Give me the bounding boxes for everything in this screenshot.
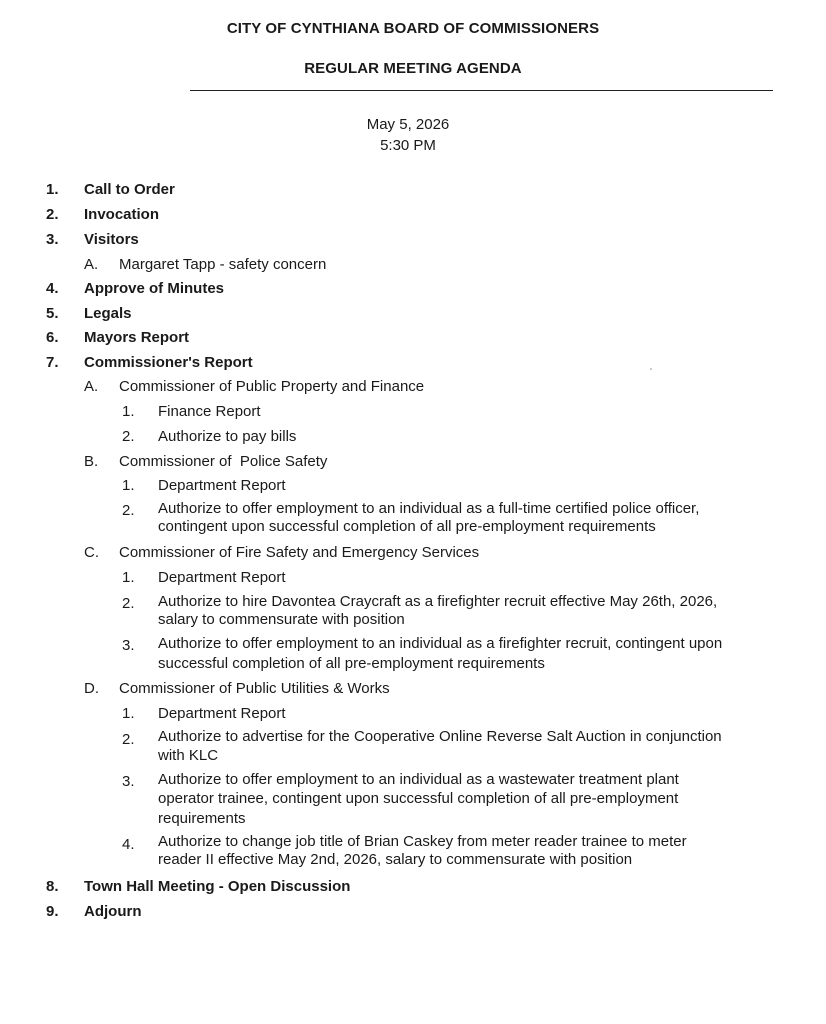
sub-sub-item: Authorize to hire Davontea Craycraft as a firefighter recruit effective May 26th, 2026, — [158, 593, 718, 610]
item-number: 5. — [46, 305, 59, 322]
sub-item-letter: B. — [84, 453, 99, 470]
sub-sub-number: 1. — [122, 569, 135, 586]
sub-sub-item-continued: successful completion of all pre-employment requirements — [158, 655, 545, 672]
sub-item-letter: A. — [84, 378, 99, 395]
sub-item-letter: A. — [84, 256, 99, 273]
sub-sub-item: Authorize to offer employment to an individual as a firefighter recruit, contingent upon — [158, 635, 723, 652]
agenda-item-adjourn: Adjourn — [84, 903, 142, 920]
sub-sub-item-continued: contingent upon successful completion of all pre-employment requirements — [158, 518, 656, 535]
agenda-item-minutes: Approve of Minutes — [84, 280, 225, 297]
sub-sub-item: Department Report — [158, 705, 286, 722]
sub-sub-number: 4. — [122, 836, 135, 853]
agenda-item-mayors-report: Mayors Report — [84, 329, 190, 346]
sub-sub-item-continued: reader II effective May 2nd, 2026, salary to commensurate with position — [158, 851, 633, 868]
item-number: 1. — [46, 181, 59, 198]
item-number: 9. — [46, 903, 59, 920]
meeting-date: May 5, 2026 — [366, 116, 450, 133]
sub-sub-number: 2. — [122, 731, 135, 748]
meeting-time: 5:30 PM — [380, 137, 436, 154]
agenda-item-visitors: Visitors — [84, 231, 139, 248]
sub-sub-number: 2. — [122, 502, 135, 519]
document-subtitle: REGULAR MEETING AGENDA — [304, 60, 522, 77]
sub-sub-item-continued: requirements — [158, 810, 246, 827]
agenda-item-town-hall: Town Hall Meeting - Open Discussion — [84, 878, 351, 895]
sub-sub-number: 2. — [122, 595, 135, 612]
agenda-item-legals: Legals — [84, 305, 132, 322]
document-title: CITY OF CYNTHIANA BOARD OF COMMISSIONERS — [226, 20, 600, 37]
sub-sub-number: 2. — [122, 428, 135, 445]
sub-sub-item: Authorize to advertise for the Cooperative Online Reverse Salt Auction in conjunction — [158, 728, 722, 745]
sub-item-police-safety: Commissioner of Police Safety — [119, 453, 328, 470]
sub-sub-item: Department Report — [158, 569, 286, 586]
sub-sub-number: 1. — [122, 477, 135, 494]
sub-item-fire-safety: Commissioner of Fire Safety and Emergency Services — [119, 544, 480, 561]
header-divider — [190, 90, 773, 91]
item-number: 8. — [46, 878, 59, 895]
sub-item-visitor: Margaret Tapp - safety concern — [119, 256, 327, 273]
item-number: 3. — [46, 231, 59, 248]
sub-item-public-property: Commissioner of Public Property and Finance — [119, 378, 425, 395]
item-number: 7. — [46, 354, 59, 371]
item-number: 4. — [46, 280, 59, 297]
sub-sub-item: Authorize to offer employment to an individual as a full-time certified police officer, — [158, 500, 700, 517]
sub-item-letter: D. — [84, 680, 99, 697]
sub-sub-item: Authorize to pay bills — [158, 428, 297, 445]
sub-sub-item: Department Report — [158, 477, 286, 494]
sub-sub-number: 1. — [122, 403, 135, 420]
sub-item-letter: C. — [84, 544, 99, 561]
agenda-item-invocation: Invocation — [84, 206, 160, 223]
scan-speck — [650, 368, 652, 370]
sub-sub-item-continued: with KLC — [158, 747, 219, 764]
sub-sub-number: 3. — [122, 637, 135, 654]
sub-sub-item-continued: salary to commensurate with position — [158, 611, 405, 628]
sub-sub-item: Finance Report — [158, 403, 261, 420]
sub-sub-item: Authorize to change job title of Brian Caskey from meter reader trainee to meter — [158, 833, 687, 850]
sub-sub-item-continued: operator trainee, contingent upon successful completion of all pre-employment — [158, 790, 679, 807]
sub-sub-number: 1. — [122, 705, 135, 722]
item-number: 2. — [46, 206, 59, 223]
sub-sub-item: Authorize to offer employment to an individual as a wastewater treatment plant — [158, 771, 679, 788]
sub-item-public-utilities: Commissioner of Public Utilities & Works — [119, 680, 390, 697]
sub-sub-number: 3. — [122, 773, 135, 790]
agenda-item-call-to-order: Call to Order — [84, 181, 175, 198]
agenda-item-commissioners-report: Commissioner's Report — [84, 354, 253, 371]
item-number: 6. — [46, 329, 59, 346]
